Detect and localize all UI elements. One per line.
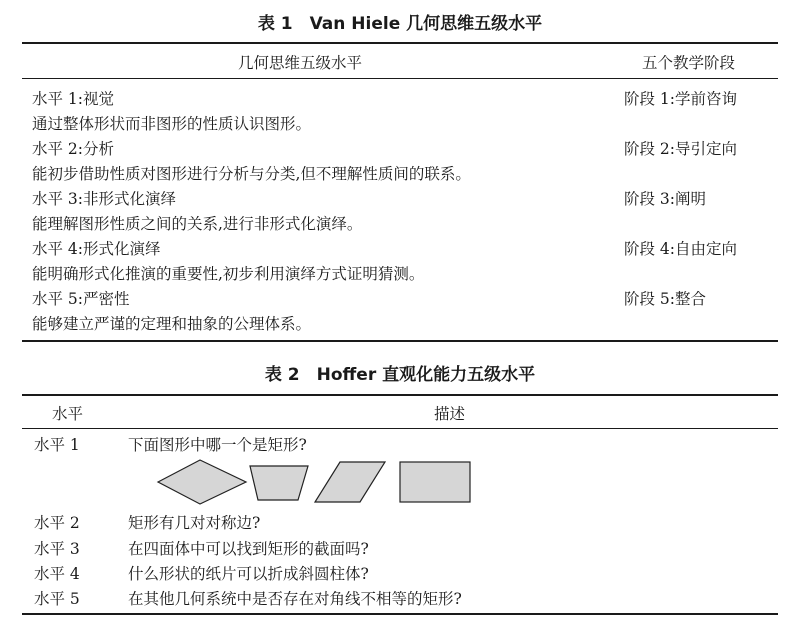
level-question: 下面图形中哪一个是矩形? [128, 436, 307, 454]
rhombus-shape [158, 460, 246, 504]
table2-col1-header: 水平 [52, 405, 84, 423]
stage-label: 阶段 1:学前咨询 [624, 90, 738, 108]
level-title: 水平 2:分析 [32, 140, 115, 158]
level-title: 水平 3:非形式化演绎 [32, 190, 177, 208]
table2-caption: 表 2 Hoffer 直观化能力五级水平 [264, 365, 536, 385]
table1-header-rule [22, 78, 778, 79]
level-question: 在其他几何系统中是否存在对角线不相等的矩形? [128, 590, 462, 608]
table2-col2-header: 描述 [434, 405, 466, 423]
level-description: 能理解图形性质之间的关系,进行非形式化演绎。 [32, 215, 363, 233]
level-description: 通过整体形状而非图形的性质认识图形。 [32, 115, 312, 133]
level-label: 水平 4 [34, 565, 80, 583]
stage-label: 阶段 4:自由定向 [624, 240, 738, 258]
table1-caption: 表 1 Van Hiele 几何思维五级水平 [257, 14, 543, 34]
trapezoid-shape [250, 466, 308, 500]
table1-top-rule [22, 42, 778, 44]
parallelogram-shape [315, 462, 385, 502]
table1-col2-header: 五个教学阶段 [642, 54, 736, 72]
level-title: 水平 4:形式化演绎 [32, 240, 161, 258]
level-description: 能明确形式化推演的重要性,初步利用演绎方式证明猜测。 [32, 265, 425, 283]
level-title: 水平 5:严密性 [32, 290, 130, 308]
level-question: 在四面体中可以找到矩形的截面吗? [128, 540, 369, 558]
level-label: 水平 3 [34, 540, 80, 558]
level-label: 水平 1 [34, 436, 80, 454]
rectangle-shape [400, 462, 470, 502]
level-question: 什么形状的纸片可以折成斜圆柱体? [128, 565, 369, 583]
level-description: 能初步借助性质对图形进行分析与分类,但不理解性质间的联系。 [32, 165, 471, 183]
level-label: 水平 2 [34, 514, 80, 532]
level-description: 能够建立严谨的定理和抽象的公理体系。 [32, 315, 312, 333]
stage-label: 阶段 2:导引定向 [624, 140, 738, 158]
table2-bottom-rule [22, 613, 778, 615]
table2-header-rule [22, 428, 778, 429]
shape-options [150, 456, 480, 508]
stage-label: 阶段 3:阐明 [624, 190, 707, 208]
stage-label: 阶段 5:整合 [624, 290, 707, 308]
table2-top-rule [22, 394, 778, 396]
table1-bottom-rule [22, 340, 778, 342]
level-label: 水平 5 [34, 590, 80, 608]
table1-col1-header: 几何思维五级水平 [238, 54, 363, 72]
level-question: 矩形有几对对称边? [128, 514, 261, 532]
level-title: 水平 1:视觉 [32, 90, 115, 108]
